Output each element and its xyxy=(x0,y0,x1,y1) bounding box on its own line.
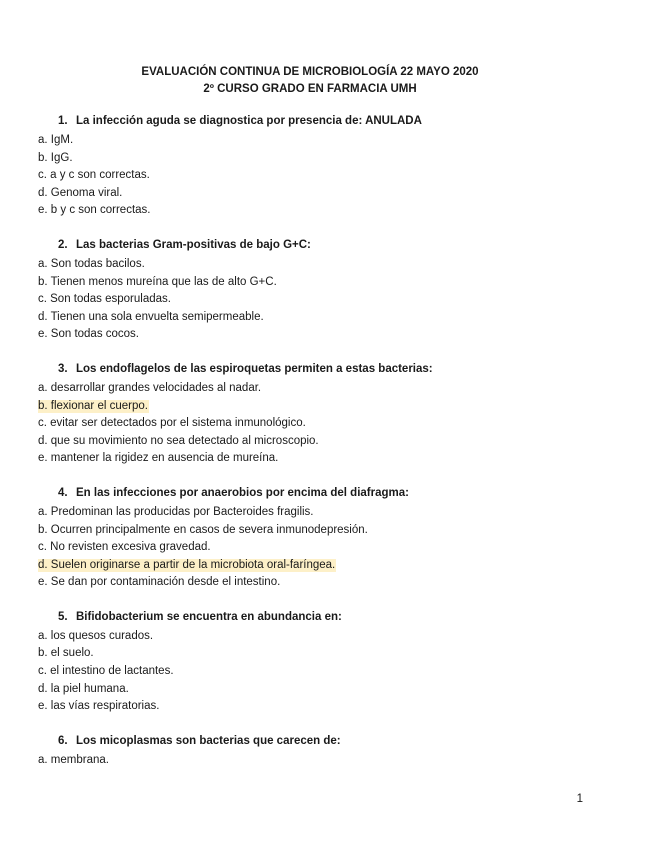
answer-option xyxy=(38,291,618,309)
question-title xyxy=(38,733,618,750)
question-text: En las infecciones por anaerobios por encima del diafragma: xyxy=(76,486,409,499)
question-2 xyxy=(38,237,618,344)
answer-option xyxy=(38,450,618,468)
question-number: 5. xyxy=(58,610,68,623)
question-title xyxy=(38,361,618,378)
answer-option-text: a. IgM. xyxy=(38,134,74,146)
page-number: 1 xyxy=(576,793,583,805)
question-1 xyxy=(38,113,618,220)
answer-option xyxy=(38,309,618,327)
header-subtitle: 2º CURSO GRADO EN FARMACIA UMH xyxy=(203,83,417,95)
answer-option-text: c. a y c son correctas. xyxy=(38,169,150,182)
answer-option-text: e. b y c son correctas. xyxy=(38,204,151,217)
answer-option xyxy=(38,326,618,344)
answer-option-highlighted xyxy=(38,557,618,575)
answer-option-text: a. desarrollar grandes velocidades al nadar. xyxy=(38,381,262,394)
answer-option-text: e. Se dan por contaminación desde el intestino. xyxy=(38,576,281,589)
question-text: Las bacterias Gram-positivas de bajo G+C: xyxy=(76,238,311,251)
question-5 xyxy=(38,609,618,716)
answer-option xyxy=(38,202,618,220)
question-title xyxy=(38,609,618,626)
answer-option-text: a. membrana. xyxy=(38,753,109,766)
answer-option xyxy=(38,681,618,699)
question-list xyxy=(38,113,618,786)
question-6 xyxy=(38,733,618,770)
answer-option xyxy=(38,574,618,592)
answer-option-text: d. Suelen originarse a partir de la microbiota oral-faríngea. xyxy=(38,558,336,571)
answer-option xyxy=(38,752,618,770)
answer-option-text: d. Genoma viral. xyxy=(38,186,123,199)
answer-option xyxy=(38,380,618,398)
answer-option xyxy=(38,698,618,716)
answer-option xyxy=(38,433,618,451)
question-3 xyxy=(38,361,618,468)
answer-option-text: b. Tienen menos mureína que las de alto G+C. xyxy=(38,275,277,288)
answer-option xyxy=(38,645,618,663)
answer-option xyxy=(38,256,618,274)
answer-option xyxy=(38,628,618,646)
document-header xyxy=(0,64,620,98)
question-number: 1. xyxy=(58,115,68,127)
answer-option-text: e. las vías respiratorias. xyxy=(38,700,160,713)
answer-option xyxy=(38,274,618,292)
question-4 xyxy=(38,485,618,592)
header-title: EVALUACIÓN CONTINUA DE MICROBIOLOGÍA 22 MAYO 2020 xyxy=(141,66,479,78)
question-text: Los endoflagelos de las espiroquetas permiten a estas bacterias: xyxy=(76,362,433,375)
answer-option xyxy=(38,150,618,168)
answer-option-text: b. Ocurren principalmente en casos de severa inmunodepresión. xyxy=(38,523,368,536)
answer-option xyxy=(38,132,618,150)
answer-option-text: e. Son todas cocos. xyxy=(38,328,140,341)
answer-option-text: a. Son todas bacilos. xyxy=(38,257,145,270)
answer-option-text: b. IgG. xyxy=(38,151,73,164)
question-text: La infección aguda se diagnostica por presencia de: ANULADA xyxy=(76,115,422,127)
question-title xyxy=(38,237,618,254)
answer-option xyxy=(38,663,618,681)
answer-option-text: e. mantener la rigidez en ausencia de mureína. xyxy=(38,452,279,465)
question-number: 4. xyxy=(58,486,68,499)
question-number: 2. xyxy=(58,238,68,251)
answer-option-text: b. el suelo. xyxy=(38,647,94,660)
question-text: Los micoplasmas son bacterias que carecen de: xyxy=(76,734,341,747)
answer-option xyxy=(38,185,618,203)
answer-option-text: d. Tienen una sola envuelta semipermeable. xyxy=(38,310,264,323)
answer-option xyxy=(38,522,618,540)
question-title xyxy=(38,485,618,502)
question-number: 3. xyxy=(58,362,68,375)
answer-option xyxy=(38,504,618,522)
answer-option-text: c. No revisten excesiva gravedad. xyxy=(38,541,211,554)
answer-option-text: d. que su movimiento no sea detectado al microscopio. xyxy=(38,434,319,447)
answer-option-text: b. flexionar el cuerpo. xyxy=(38,399,148,412)
question-number: 6. xyxy=(58,734,68,747)
answer-option-text: a. Predominan las producidas por Bacteroides fragilis. xyxy=(38,505,314,518)
answer-option-text: c. el intestino de lactantes. xyxy=(38,665,174,678)
answer-option-text: d. la piel humana. xyxy=(38,682,129,695)
answer-option-text: c. Son todas esporuladas. xyxy=(38,293,171,306)
answer-option-text: a. los quesos curados. xyxy=(38,629,154,642)
question-title xyxy=(38,113,618,130)
answer-option xyxy=(38,415,618,433)
answer-option xyxy=(38,167,618,185)
answer-option xyxy=(38,539,618,557)
answer-option-text: c. evitar ser detectados por el sistema inmunológico. xyxy=(38,417,306,430)
question-text: Bifidobacterium se encuentra en abundancia en: xyxy=(76,610,342,623)
answer-option-highlighted xyxy=(38,398,618,416)
